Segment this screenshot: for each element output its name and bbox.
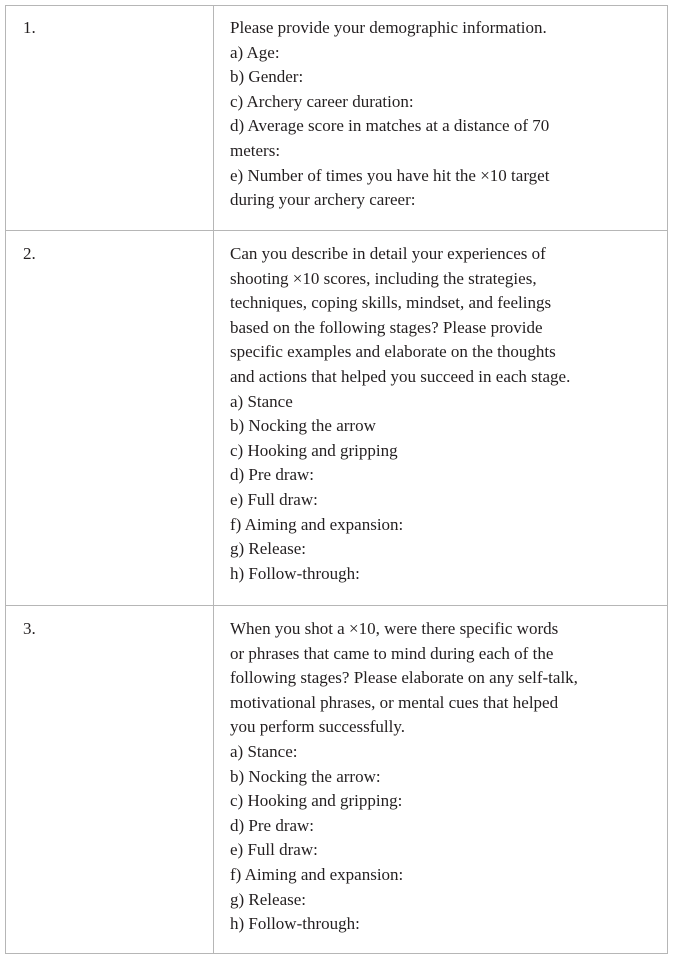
question-line: d) Pre draw: — [230, 465, 315, 485]
question-number — [6, 606, 214, 954]
question-line: a) Stance — [230, 391, 293, 411]
table-row — [6, 606, 668, 954]
question-line: c) Hooking and gripping: — [230, 791, 403, 811]
question-line: g) Release: — [230, 539, 306, 559]
question-line: a) Age: — [230, 42, 280, 62]
question-line: and actions that helped you succeed in each stage. — [230, 366, 571, 386]
question-line: d) Average score in matches at a distance of 70 — [230, 116, 550, 136]
question-text — [214, 6, 668, 231]
question-line: or phrases that came to mind during each of the — [230, 643, 554, 663]
question-line: shooting ×10 scores, including the strategies, — [230, 268, 537, 288]
question-line: meters: — [230, 140, 281, 160]
question-line: b) Nocking the arrow — [230, 416, 376, 436]
question-number — [6, 231, 214, 606]
question-number-label: 1. — [23, 18, 36, 37]
question-line: e) Number of times you have hit the ×10 target — [230, 165, 550, 185]
question-line: c) Hooking and gripping — [230, 440, 398, 460]
question-line: Can you describe in detail your experiences of — [230, 244, 546, 263]
question-number — [6, 6, 214, 231]
question-line: during your archery career: — [230, 190, 416, 210]
question-line: h) Follow-through: — [230, 914, 360, 934]
question-line: motivational phrases, or mental cues that helped — [230, 692, 559, 712]
question-number-label: 2. — [23, 244, 36, 263]
table-row — [6, 231, 668, 606]
question-line: h) Follow-through: — [230, 563, 360, 583]
question-line: b) Gender: — [230, 67, 304, 87]
question-text — [214, 606, 668, 954]
question-line: you perform successfully. — [230, 717, 405, 737]
questionnaire-table — [5, 5, 668, 954]
question-line: f) Aiming and expansion: — [230, 864, 404, 884]
question-line: g) Release: — [230, 889, 306, 909]
question-line: a) Stance: — [230, 741, 298, 761]
question-line: e) Full draw: — [230, 489, 318, 509]
question-line: following stages? Please elaborate on any self-talk, — [230, 668, 578, 688]
question-line: When you shot a ×10, were there specific words — [230, 619, 559, 638]
question-line: based on the following stages? Please provide — [230, 317, 543, 337]
question-line: c) Archery career duration: — [230, 91, 414, 111]
question-line: Please provide your demographic information. — [230, 18, 547, 37]
question-line: f) Aiming and expansion: — [230, 514, 404, 534]
question-line: e) Full draw: — [230, 840, 318, 860]
question-line: specific examples and elaborate on the thoughts — [230, 342, 556, 362]
question-line: d) Pre draw: — [230, 815, 315, 835]
question-text — [214, 231, 668, 606]
question-line: techniques, coping skills, mindset, and feelings — [230, 293, 552, 313]
question-number-label: 3. — [23, 619, 36, 638]
table-row — [6, 6, 668, 231]
question-line: b) Nocking the arrow: — [230, 766, 381, 786]
